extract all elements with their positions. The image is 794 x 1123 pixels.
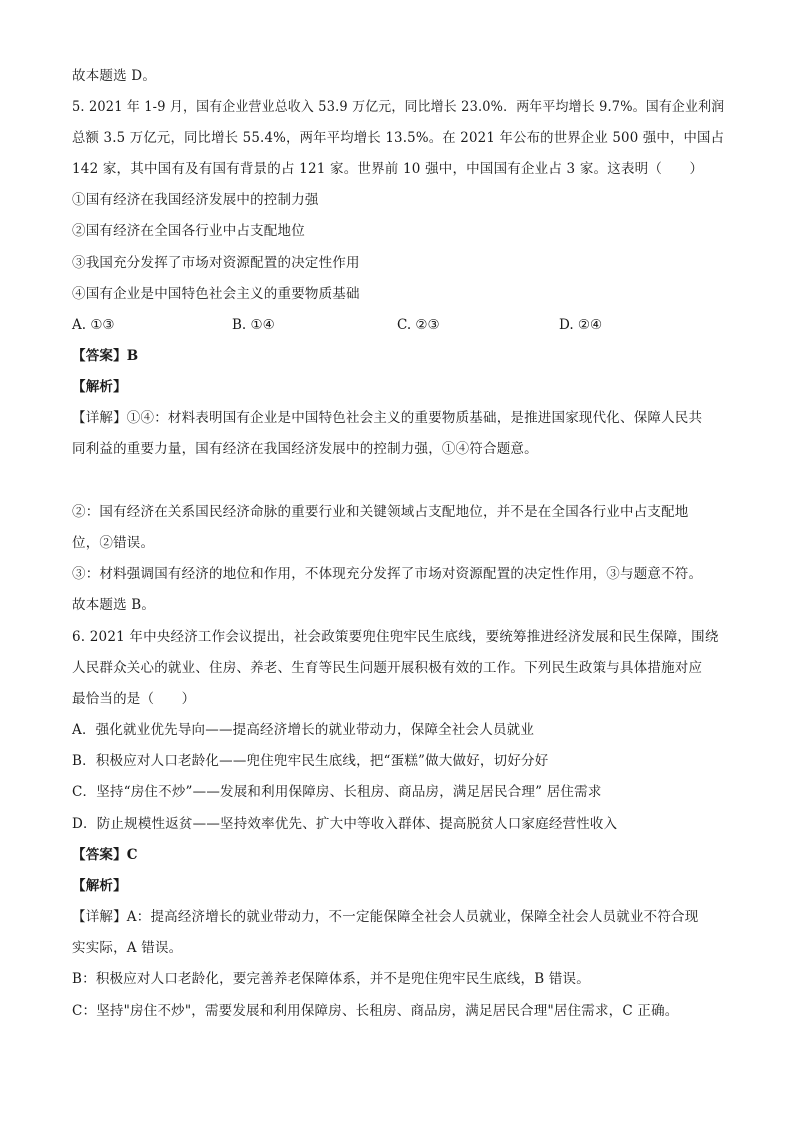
q5-detail-line-5: ③：材料强调国有经济的地位和作用，不体现充分发挥了市场对资源配置的决定性作用，③与题意不符。 — [72, 566, 703, 582]
q5-choice-a: A. ①③ — [72, 317, 115, 333]
q5-choice-d: D. ②④ — [559, 317, 603, 333]
q6-answer: 【答案】C — [72, 847, 138, 863]
q6-stem-line-3: 最恰当的是（ ） — [72, 691, 196, 707]
q6-detail-line-2: 实实际，A 错误。 — [72, 940, 183, 956]
q5-detail-line-2: 同利益的重要力量，国有经济在我国经济发展中的控制力强，①④符合题意。 — [72, 441, 538, 457]
q6-stem-line-1: 6. 2021 年中央经济工作会议提出，社会政策要兜住兜牢民生底线，要统筹推进经济发展和民生保障，围绕 — [72, 629, 719, 645]
q5-detail-line-6: 故本题选 B。 — [72, 597, 156, 613]
q6-analysis-heading: 【解析】 — [72, 878, 127, 894]
q5-option-4: ④国有企业是中国特色社会主义的重要物质基础 — [72, 286, 360, 302]
q5-choice-b: B. ①④ — [232, 317, 275, 333]
q5-detail-line-1: 【详解】①④：材料表明国有企业是中国特色社会主义的重要物质基础，是推进国家现代化、保障人民共 — [72, 410, 703, 426]
q4-conclusion: 故本题选 D。 — [72, 68, 157, 84]
q6-choice-a: A．强化就业优先导向——提高经济增长的就业带动力，保障全社会人员就业 — [72, 722, 535, 738]
q6-detail-line-4: C：坚持"房住不炒"，需要发展和利用保障房、长租房、商品房，满足居民合理"居住需求，C 正确。 — [72, 1003, 679, 1019]
q5-stem-line-1: 5. 2021 年 1-9 月，国有企业营业总收入 53.9 万亿元，同比增长 23.0%．两年平均增长 9.7%。国有企业利润 — [72, 99, 725, 115]
q6-detail-line-1: 【详解】A：提高经济增长的就业带动力，不一定能保障全社会人员就业，保障全社会人员就业不符合现 — [72, 909, 699, 925]
q5-option-2: ②国有经济在全国各行业中占支配地位 — [72, 223, 305, 239]
q6-choice-d: D．防止规模性返贫——坚持效率优先、扩大中等收入群体、提高脱贫人口家庭经营性收入 — [72, 816, 618, 832]
q6-choice-c: C．坚持“房住不炒”——发展和利用保障房、长租房、商品房，满足居民合理” 居住需求 — [72, 784, 602, 800]
q5-stem-line-2: 总额 3.5 万亿元，同比增长 55.4%，两年平均增长 13.5%。在 2021 年公布的世界企业 500 强中，中国占 — [72, 130, 725, 146]
q5-choice-c: C. ②③ — [397, 317, 440, 333]
q5-detail-line-4: 位，②错误。 — [72, 535, 155, 551]
q5-stem-line-3: 142 家，其中国有及有国有背景的占 121 家。世界前 10 强中，中国国有企业占 3 家。这表明（ ） — [72, 161, 704, 177]
q5-answer: 【答案】B — [72, 348, 139, 364]
q5-detail-line-3: ②：国有经济在关系国民经济命脉的重要行业和关键领域占支配地位，并不是在全国各行业中占支配地 — [72, 504, 689, 520]
q6-detail-line-3: B：积极应对人口老龄化，要完善养老保障体系，并不是兜住兜牢民生底线，B 错误。 — [72, 971, 590, 987]
q5-option-3: ③我国充分发挥了市场对资源配置的决定性作用 — [72, 255, 360, 271]
q5-analysis-heading: 【解析】 — [72, 379, 127, 395]
q6-stem-line-2: 人民群众关心的就业、住房、养老、生育等民生问题开展积极有效的工作。下列民生政策与具体措施对应 — [72, 660, 703, 676]
q6-choice-b: B．积极应对人口老龄化——兜住兜牢民生底线，把“蛋糕”做大做好，切好分好 — [72, 753, 549, 769]
q5-option-1: ①国有经济在我国经济发展中的控制力强 — [72, 192, 319, 208]
